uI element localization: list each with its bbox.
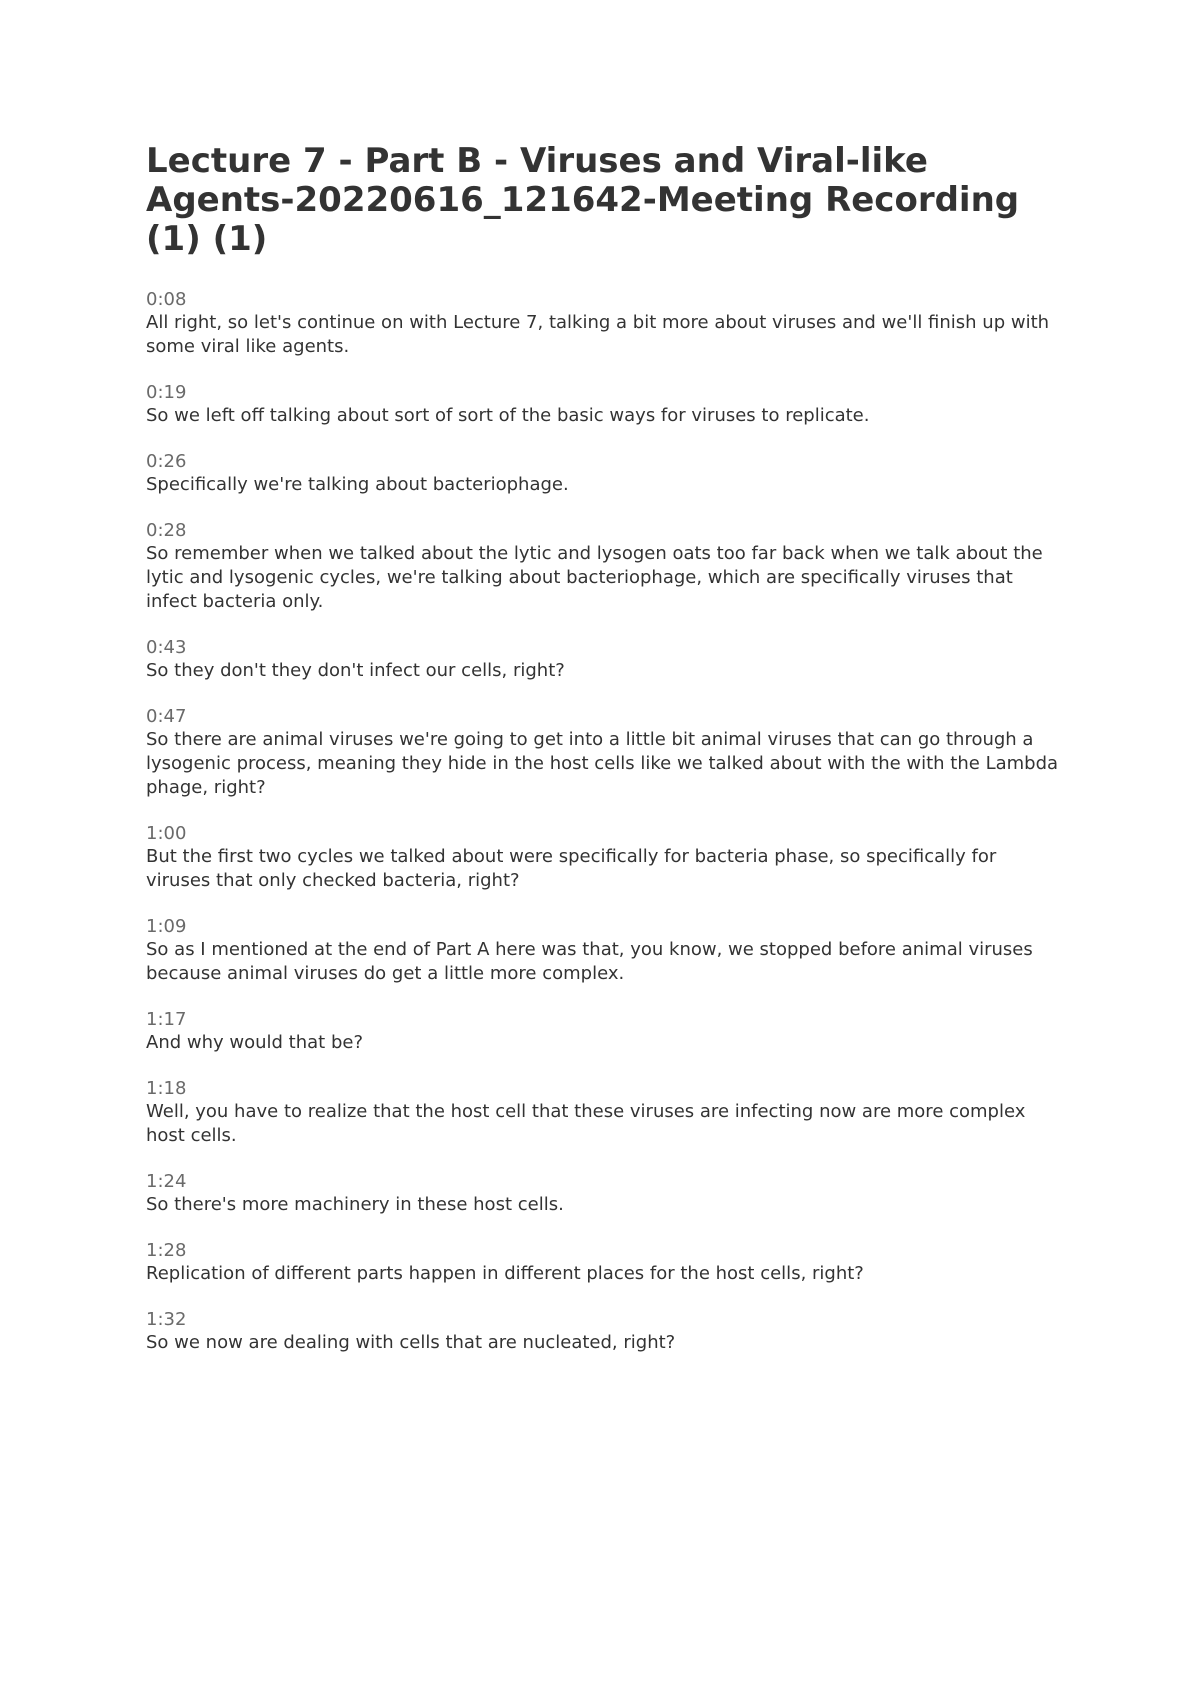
transcript-entry [146, 520, 1066, 614]
entry-text: So as I mentioned at the end of Part A here was that, you know, we stopped before animal viruses because animal viruses do get a little more complex. [146, 939, 1033, 984]
document-page [146, 142, 1066, 1378]
transcript-entry [146, 706, 1066, 800]
entry-timestamp: 1:24 [146, 1171, 187, 1192]
entry-timestamp: 1:17 [146, 1009, 187, 1030]
entry-text: Replication of different parts happen in different places for the host cells, right? [146, 1263, 864, 1284]
entry-timestamp: 1:28 [146, 1240, 187, 1261]
transcript-entry [146, 1240, 1066, 1286]
entry-text: So they don't they don't infect our cells, right? [146, 660, 565, 681]
transcript-entries [146, 289, 1066, 1355]
entry-text: Well, you have to realize that the host cell that these viruses are infecting now are more complex host cells. [146, 1101, 1026, 1146]
entry-timestamp: 0:43 [146, 637, 187, 658]
entry-text: But the first two cycles we talked about were specifically for bacteria phase, so specifically for viruses that only checked bacteria, right? [146, 846, 997, 891]
entry-timestamp: 1:00 [146, 823, 187, 844]
entry-timestamp: 1:09 [146, 916, 187, 937]
entry-text: All right, so let's continue on with Lecture 7, talking a bit more about viruses and we'll finish up with some viral like agents. [146, 312, 1050, 357]
entry-text: So there are animal viruses we're going to get into a little bit animal viruses that can go through a lysogenic process, meaning they hide in the host cells like we talked about with the with the Lambda phage, right? [146, 729, 1059, 798]
transcript-entry [146, 1309, 1066, 1355]
transcript-entry [146, 637, 1066, 683]
transcript-entry [146, 1009, 1066, 1055]
entry-timestamp: 0:28 [146, 520, 187, 541]
transcript-entry [146, 1171, 1066, 1217]
transcript-entry [146, 451, 1066, 497]
entry-text: So there's more machinery in these host cells. [146, 1194, 564, 1215]
transcript-entry [146, 1078, 1066, 1148]
transcript-entry [146, 916, 1066, 986]
entry-timestamp: 1:18 [146, 1078, 187, 1099]
entry-text: So we now are dealing with cells that are nucleated, right? [146, 1332, 676, 1353]
entry-timestamp: 0:47 [146, 706, 187, 727]
entry-timestamp: 0:26 [146, 451, 187, 472]
entry-timestamp: 0:19 [146, 382, 187, 403]
transcript-entry [146, 823, 1066, 893]
entry-timestamp: 1:32 [146, 1309, 187, 1330]
transcript-entry [146, 382, 1066, 428]
entry-text: Specifically we're talking about bacteriophage. [146, 474, 569, 495]
document-title: Lecture 7 - Part B - Viruses and Viral-like Agents-20220616_121642-Meeting Recording (1) (1) [146, 141, 1020, 259]
entry-text: And why would that be? [146, 1032, 363, 1053]
entry-timestamp: 0:08 [146, 289, 187, 310]
entry-text: So we left off talking about sort of sort of the basic ways for viruses to replicate. [146, 405, 870, 426]
transcript-entry [146, 289, 1066, 359]
entry-text: So remember when we talked about the lytic and lysogen oats too far back when we talk about the lytic and lysogenic cycles, we're talking about bacteriophage, which are specifically viruses that infect bacteria only. [146, 543, 1043, 612]
